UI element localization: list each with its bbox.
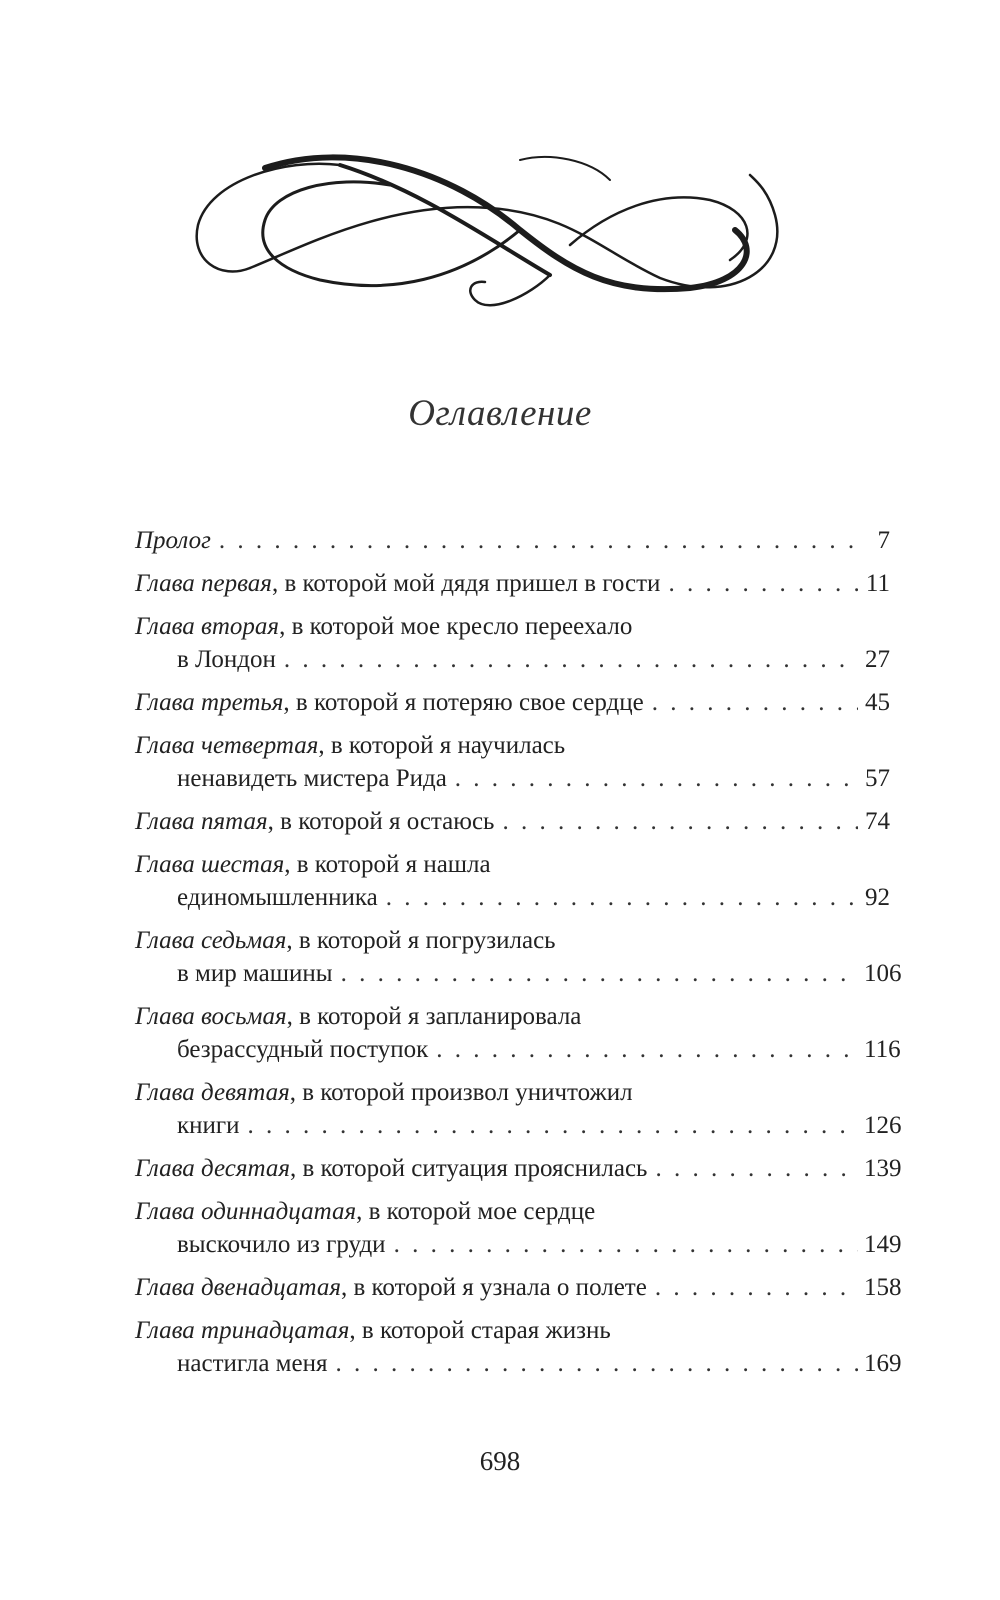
dot-leader (335, 1347, 858, 1380)
dot-leader (652, 686, 858, 719)
dot-leader (455, 762, 858, 795)
chapter-name: Глава двенадцатая (135, 1274, 341, 1301)
dot-leader (248, 1109, 858, 1142)
toc-page-number: 11 (865, 570, 890, 597)
toc-page-number: 7 (877, 527, 890, 554)
toc-page-number: 116 (864, 1036, 901, 1063)
table-of-contents (135, 524, 902, 1390)
chapter-name: Глава четвертая (135, 732, 319, 759)
chapter-name: Глава восьмая (135, 1003, 287, 1030)
toc-entry (135, 524, 890, 557)
dot-leader (394, 1228, 858, 1261)
chapter-name: Пролог (135, 527, 211, 554)
page-number: 698 (479, 1446, 521, 1476)
toc-entry (135, 924, 902, 990)
toc-entry (135, 1000, 901, 1066)
page-title: Оглавление (408, 393, 592, 434)
chapter-subtitle: , в которой я остаюсь (267, 808, 495, 835)
chapter-subtitle-continued: книги (177, 1112, 240, 1139)
toc-entry (135, 610, 890, 676)
chapter-subtitle-continued: в Лондон (177, 646, 276, 673)
toc-page-number: 45 (865, 689, 890, 716)
chapter-subtitle: , в которой произвол уничтожил (289, 1079, 633, 1106)
toc-page-number: 126 (864, 1112, 902, 1139)
toc-entry (135, 1271, 902, 1304)
chapter-subtitle: , в которой я узнала о полете (340, 1274, 647, 1301)
toc-entry (135, 1152, 902, 1185)
dot-leader (436, 1033, 858, 1066)
toc-page-number: 149 (864, 1231, 902, 1258)
chapter-subtitle: , в которой мое кресло переехало (279, 613, 633, 640)
chapter-name: Глава вторая (135, 613, 280, 640)
dot-leader (341, 957, 858, 990)
toc-entry (135, 848, 890, 914)
chapter-name: Глава первая (135, 570, 272, 597)
chapter-name: Глава пятая (135, 808, 268, 835)
chapter-subtitle: , в которой ситуация прояснилась (289, 1155, 648, 1182)
chapter-subtitle-continued: единомышленника (177, 884, 378, 911)
chapter-subtitle: , в которой я потеряю свое сердце (283, 689, 644, 716)
chapter-subtitle: , в которой я научилась (318, 732, 566, 759)
chapter-subtitle: , в которой мой дядя пришел в гости (271, 570, 661, 597)
dot-leader (386, 881, 858, 914)
toc-entry (135, 805, 890, 838)
toc-page-number: 106 (864, 960, 902, 987)
toc-page-number: 74 (865, 808, 890, 835)
chapter-name: Глава одиннадцатая (135, 1198, 357, 1225)
dot-leader (219, 524, 858, 557)
chapter-name: Глава третья (135, 689, 284, 716)
chapter-subtitle-continued: настигла меня (177, 1350, 328, 1377)
chapter-subtitle-continued: выскочило из груди (177, 1231, 386, 1258)
dot-leader (668, 567, 858, 600)
dot-leader (502, 805, 858, 838)
chapter-subtitle-continued: в мир машины (177, 960, 333, 987)
chapter-subtitle: , в которой мое сердце (356, 1198, 596, 1225)
toc-entry (135, 1195, 902, 1261)
chapter-name: Глава девятая (135, 1079, 290, 1106)
chapter-subtitle-continued: ненавидеть мистера Рида (177, 765, 447, 792)
chapter-name: Глава тринадцатая (135, 1317, 350, 1344)
dot-leader (284, 643, 858, 676)
chapter-subtitle: , в которой я запланировала (286, 1003, 582, 1030)
chapter-name: Глава седьмая (135, 927, 287, 954)
toc-page-number: 158 (864, 1274, 902, 1301)
chapter-name: Глава шестая (135, 851, 285, 878)
toc-page-number: 57 (865, 765, 890, 792)
dot-leader (655, 1271, 858, 1304)
chapter-subtitle: , в которой старая жизнь (349, 1317, 611, 1344)
toc-page-number: 92 (865, 884, 890, 911)
flourish-ornament-icon (190, 130, 810, 350)
toc-entry (135, 729, 890, 795)
toc-page-number: 27 (865, 646, 890, 673)
chapter-name: Глава десятая (135, 1155, 290, 1182)
toc-entry (135, 567, 890, 600)
toc-entry (135, 1076, 902, 1142)
toc-entry (135, 686, 890, 719)
chapter-subtitle-continued: безрассудный поступок (177, 1036, 429, 1063)
chapter-subtitle: , в которой я нашла (284, 851, 491, 878)
toc-entry (135, 1314, 902, 1380)
dot-leader (655, 1152, 858, 1185)
chapter-subtitle: , в которой я погрузилась (286, 927, 556, 954)
toc-page-number: 169 (864, 1350, 902, 1377)
toc-page-number: 139 (864, 1155, 902, 1182)
